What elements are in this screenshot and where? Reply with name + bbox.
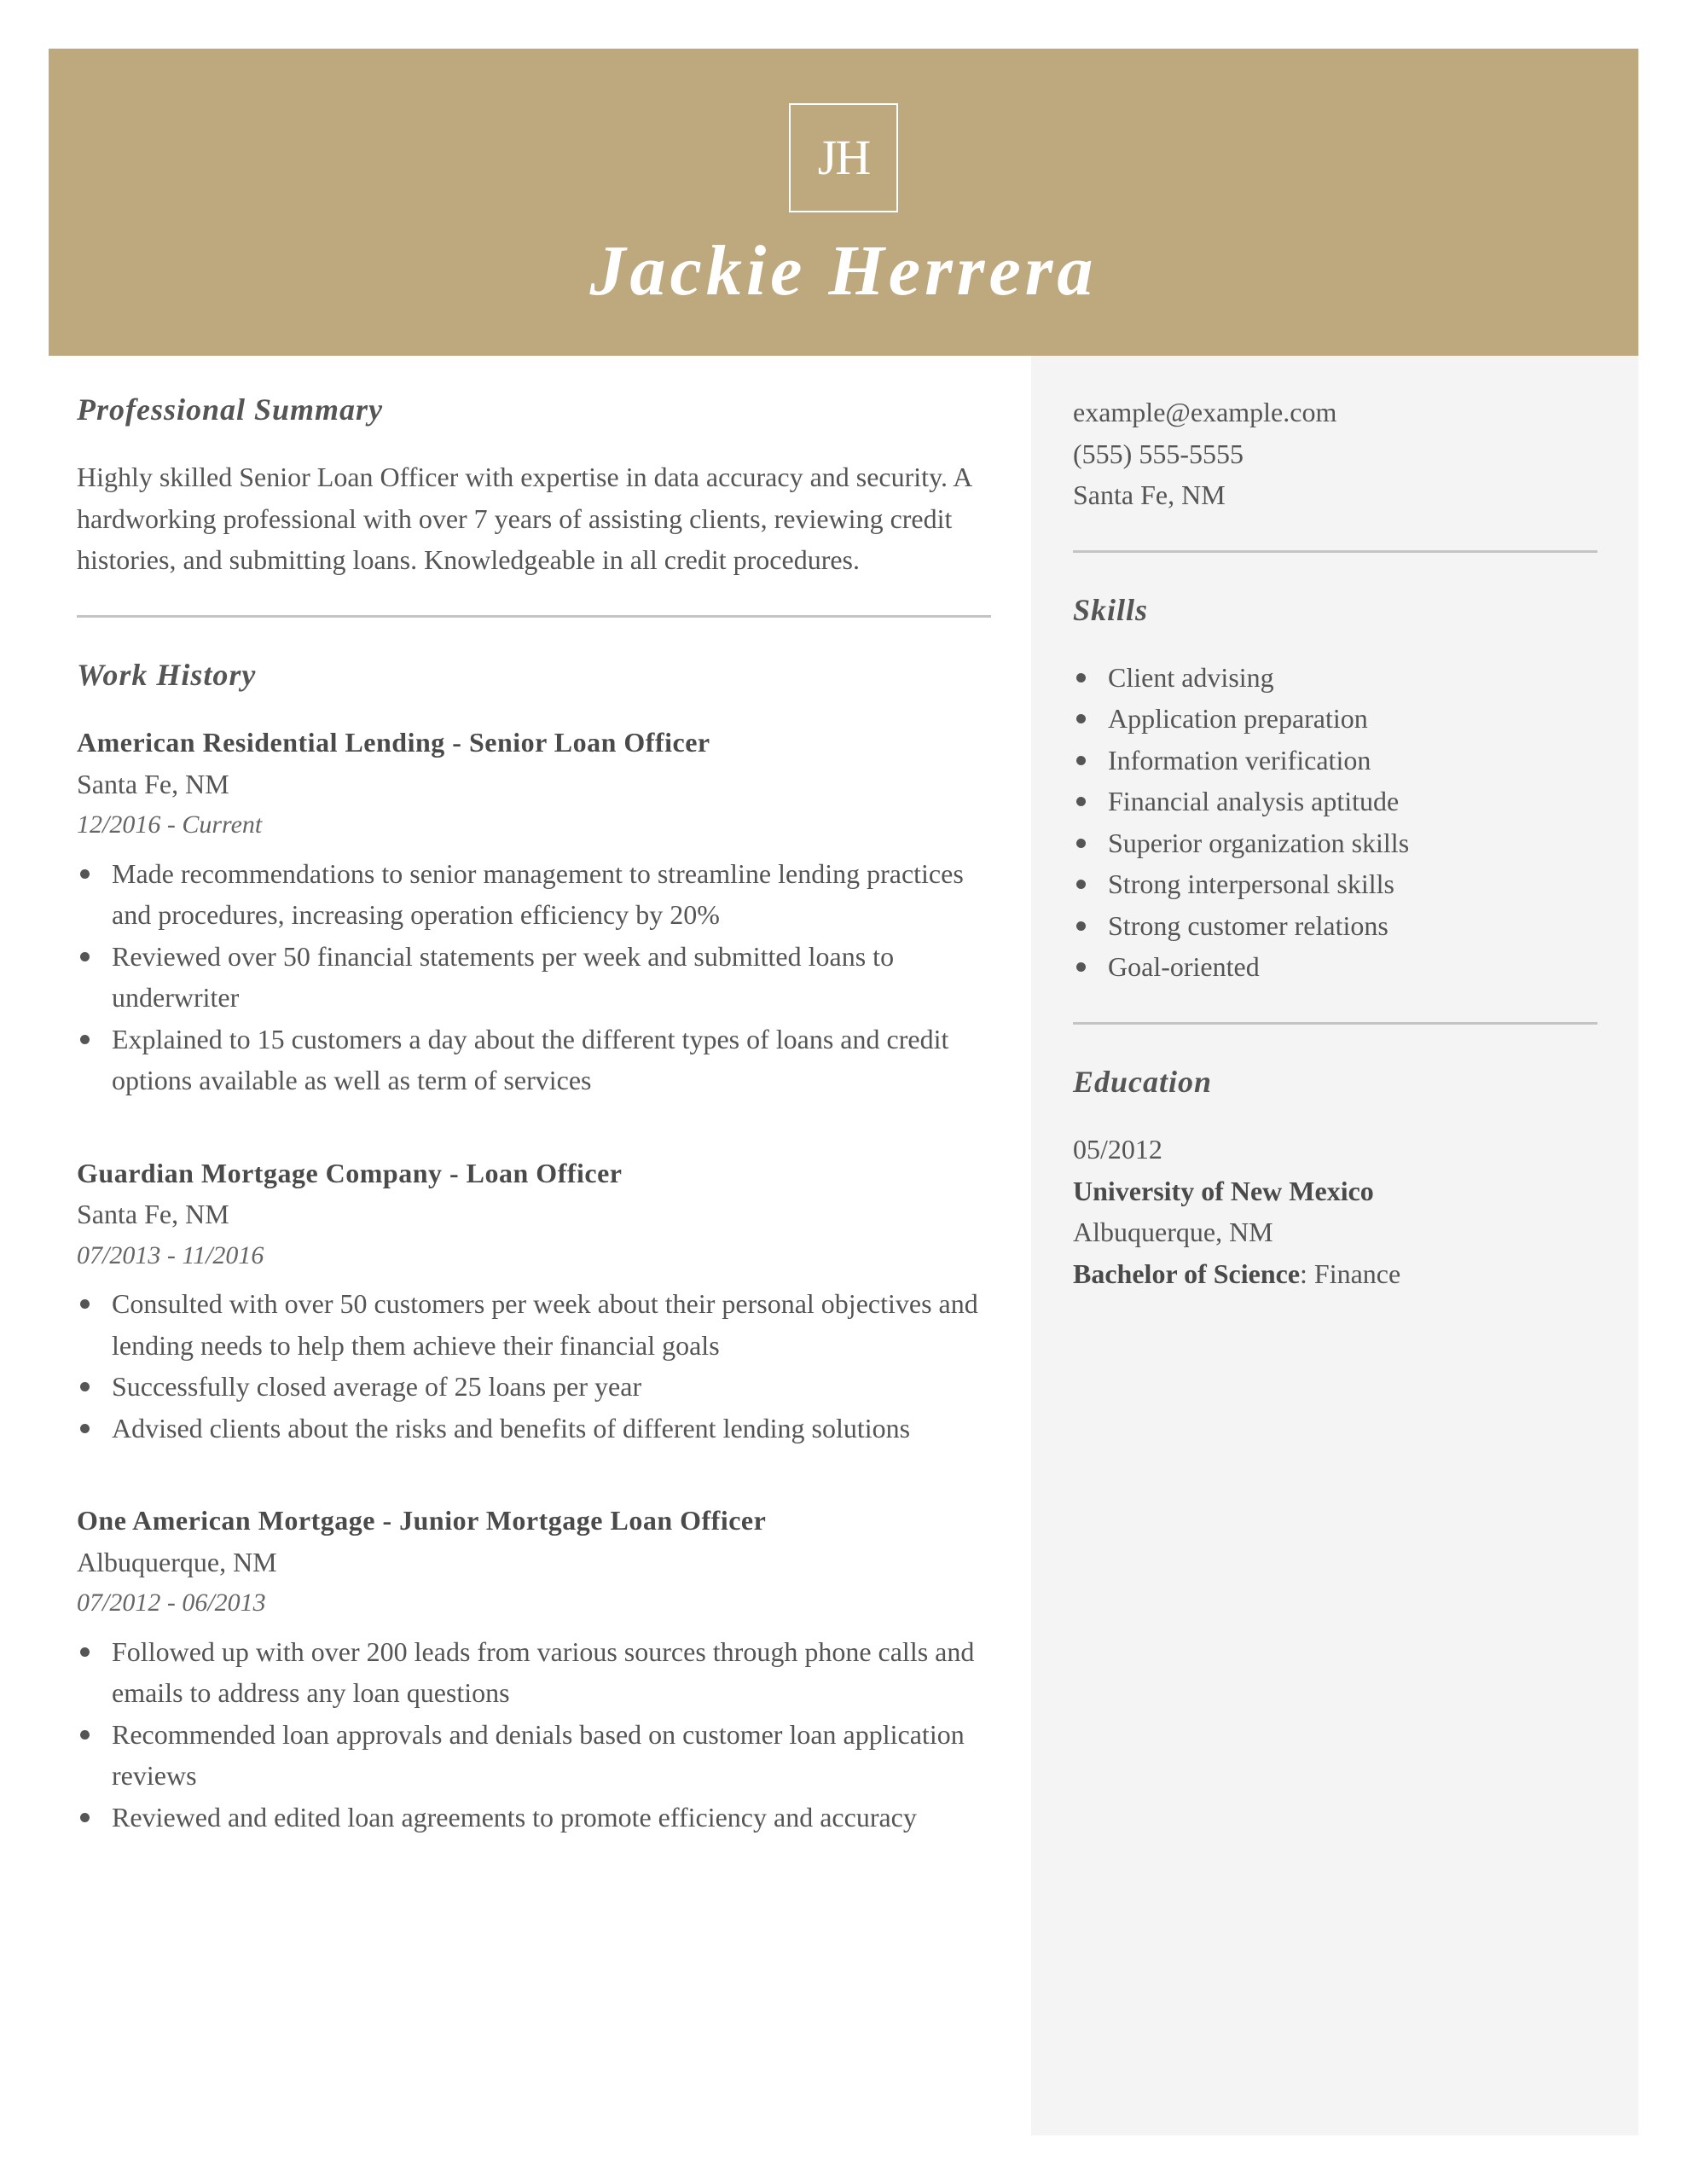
main-column [77, 388, 991, 1838]
education-degree: Bachelor of Science [1073, 1258, 1301, 1289]
list-item [1073, 781, 1597, 822]
bullet-text: Advised clients about the risks and benefits of different lending solutions [112, 1412, 911, 1443]
bullet-icon [80, 1299, 90, 1309]
job-bullets [77, 1631, 991, 1838]
section-divider [77, 615, 991, 618]
contact-email[interactable]: example@example.com [1073, 397, 1337, 427]
bullet-icon [80, 1424, 90, 1433]
skill-text: Goal-oriented [1108, 951, 1260, 983]
list-item [1073, 740, 1597, 781]
job-heading: Guardian Mortgage Company - Loan Officer [77, 1157, 623, 1188]
list-item [1073, 905, 1597, 947]
job-bullets [77, 853, 991, 1101]
skill-text: Application preparation [1108, 703, 1368, 735]
sidebar-column [1073, 388, 1597, 1294]
list-item [77, 1714, 991, 1797]
bullet-text: Successfully closed average of 25 loans per year [112, 1371, 642, 1403]
job-heading: American Residential Lending - Senior Loan Officer [77, 727, 710, 758]
skill-text: Information verification [1108, 744, 1371, 775]
education-section [1073, 1060, 1597, 1294]
list-item [1073, 698, 1597, 740]
bullet-icon [1076, 673, 1086, 682]
education-field: Finance [1313, 1258, 1401, 1289]
skill-text: Superior organization skills [1108, 827, 1410, 858]
bullet-text: Explained to 15 customers a day about the different types of loans and credit options available as well as term of services [112, 1023, 949, 1096]
section-divider [1073, 550, 1597, 553]
education-date: 05/2012 [1073, 1134, 1162, 1165]
bullet-text: Consulted with over 50 customers per week about their personal objectives and lending needs to help them achieve their financial goals [112, 1288, 978, 1361]
bullet-icon [80, 1647, 90, 1657]
bullet-icon [1076, 880, 1086, 889]
job-entry [77, 1153, 991, 1449]
section-divider [1073, 1022, 1597, 1025]
job-dates: 12/2016 - Current [77, 810, 263, 839]
skills-title: Skills [1073, 592, 1149, 627]
bullet-icon [1076, 962, 1086, 972]
skill-text: Strong customer relations [1108, 909, 1388, 941]
bullet-text: Recommended loan approvals and denials based on customer loan application reviews [112, 1718, 965, 1792]
job-heading: One American Mortgage - Junior Mortgage Loan Officer [77, 1505, 767, 1536]
bullet-icon [1076, 797, 1086, 806]
job-entry [77, 1500, 991, 1838]
candidate-name: Jackie Herrera [589, 231, 1098, 311]
job-location: Santa Fe, NM [77, 768, 229, 799]
skill-text: Financial analysis aptitude [1108, 786, 1400, 817]
job-entry [77, 722, 991, 1101]
bullet-icon [1076, 756, 1086, 765]
monogram-badge: JH [789, 103, 898, 212]
job-bullets [77, 1283, 991, 1449]
bullet-icon [80, 869, 90, 879]
bullet-icon [80, 1382, 90, 1391]
job-location: Santa Fe, NM [77, 1199, 229, 1230]
list-item [1073, 946, 1597, 988]
list-item [1073, 863, 1597, 905]
summary-title: Professional Summary [77, 392, 384, 427]
bullet-icon [80, 1035, 90, 1044]
summary-text: Highly skilled Senior Loan Officer with expertise in data accuracy and security. A hardworking professional with over 7 years of assisting clients, reviewing credit histories, and submitting loans. Knowledgeable in all credit procedures. [77, 462, 971, 576]
work-history-section [77, 653, 991, 1838]
bullet-icon [80, 1813, 90, 1822]
bullet-text: Followed up with over 200 leads from various sources through phone calls and emails to address any loan questions [112, 1635, 975, 1709]
contact-section [1073, 392, 1597, 516]
list-item [77, 1408, 991, 1449]
job-dates: 07/2013 - 11/2016 [77, 1240, 264, 1269]
list-item [77, 936, 991, 1019]
work-history-title: Work History [77, 657, 257, 692]
skills-section [1073, 589, 1597, 988]
list-item [1073, 657, 1597, 699]
bullet-icon [1076, 714, 1086, 723]
bullet-text: Reviewed over 50 financial statements per week and submitted loans to underwriter [112, 940, 895, 1014]
bullet-icon [1076, 921, 1086, 931]
skill-text: Client advising [1108, 661, 1274, 693]
education-location: Albuquerque, NM [1073, 1217, 1273, 1248]
summary-section [77, 388, 991, 581]
list-item [77, 1366, 991, 1408]
contact-location: Santa Fe, NM [1073, 479, 1226, 510]
list-item [1073, 822, 1597, 864]
skill-text: Strong interpersonal skills [1108, 868, 1394, 900]
bullet-text: Reviewed and edited loan agreements to promote efficiency and accuracy [112, 1801, 917, 1833]
education-school: University of New Mexico [1073, 1175, 1374, 1206]
list-item [77, 1019, 991, 1101]
list-item [77, 853, 991, 936]
education-title: Education [1073, 1064, 1213, 1099]
list-item [77, 1797, 991, 1838]
list-item [77, 1631, 991, 1714]
bullet-icon [80, 1730, 90, 1740]
bullet-icon [1076, 839, 1086, 848]
bullet-text: Made recommendations to senior management to streamline lending practices and procedures, increasing operation efficiency by 20% [112, 857, 964, 931]
job-location: Albuquerque, NM [77, 1546, 277, 1577]
education-degree-line: Bachelor of Science: Finance [1073, 1258, 1401, 1289]
list-item [77, 1283, 991, 1366]
bullet-icon [80, 952, 90, 961]
skills-list [1073, 657, 1597, 988]
job-dates: 07/2012 - 06/2013 [77, 1589, 266, 1618]
contact-phone: (555) 555-5555 [1073, 438, 1244, 469]
